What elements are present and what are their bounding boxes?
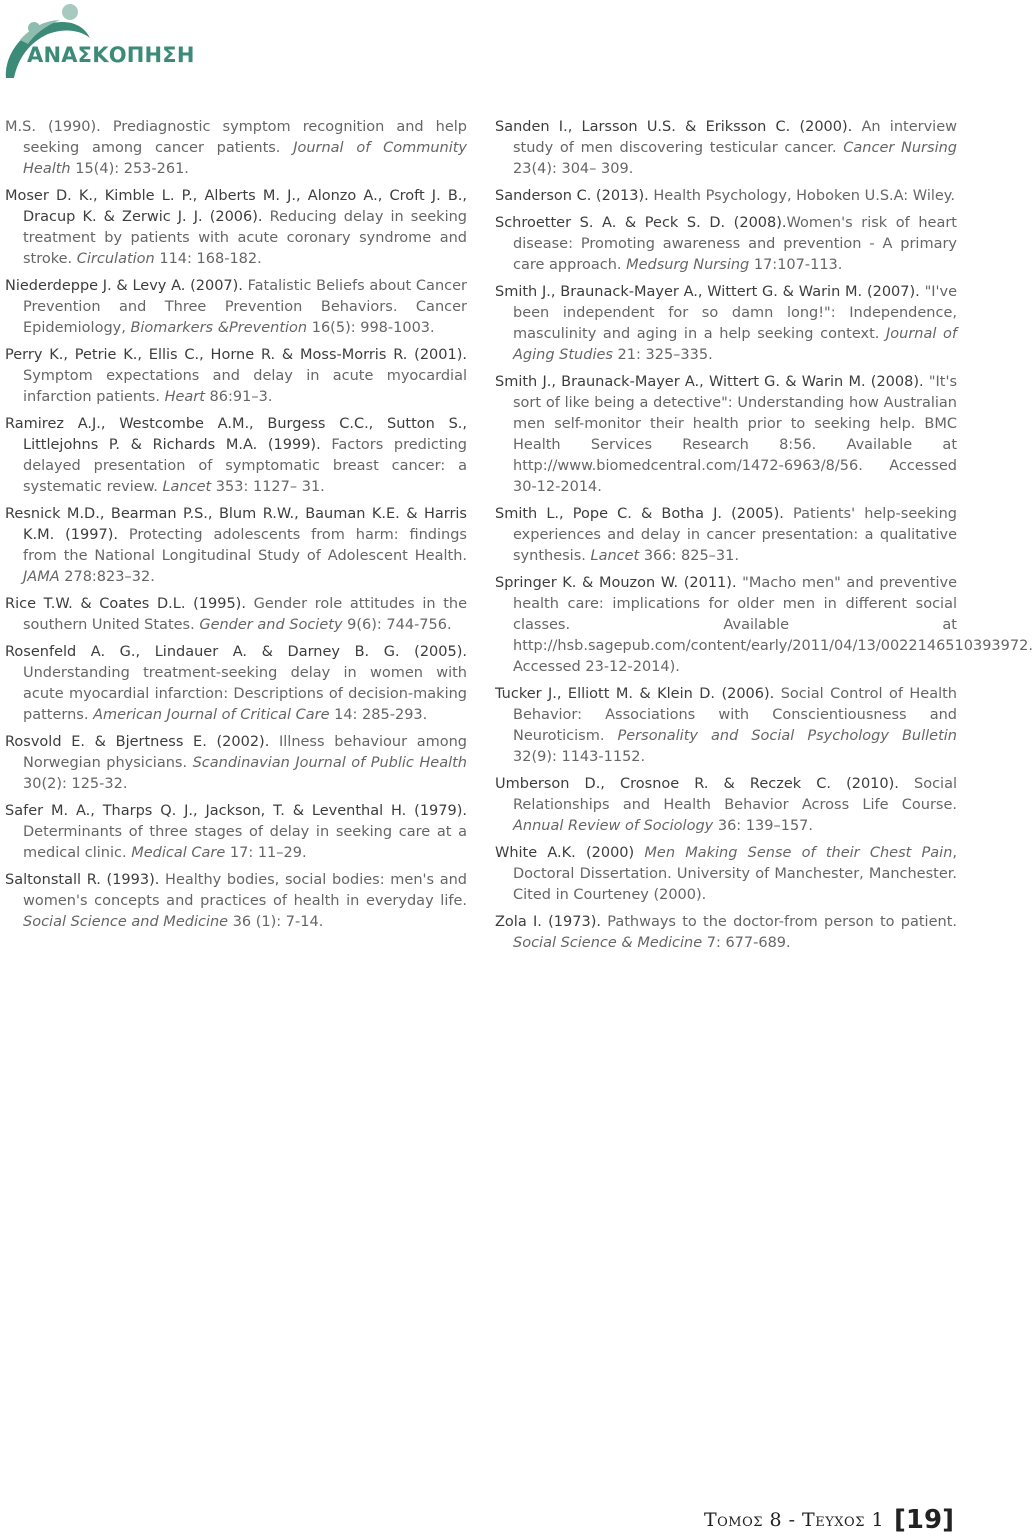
reference-entry — [5, 345, 467, 408]
reference-it: Cancer Nursing — [843, 140, 957, 156]
reference-rest: Pathways to the doctor-from person to patient. — [600, 914, 957, 930]
reference-hl: Ramirez A.J., Westcombe A.M., Burgess C.C., Sutton S., Littlejohns P. & Richards M.A. (1999). — [5, 416, 467, 453]
reference-hl: Smith J., Braunack-Mayer A., Wittert G. & Warin M. (2007). — [495, 284, 920, 300]
reference-it: Journal of Community Health — [23, 140, 467, 177]
reference-entry — [5, 732, 467, 795]
reference-hl: Rice T.W. & Coates D.L. (1995). — [5, 596, 246, 612]
reference-tail: 17:107-113. — [749, 257, 843, 273]
reference-tail: , Doctoral Dissertation. University of Manchester, Manchester. Cited in Courteney (2000). — [513, 845, 957, 903]
reference-entry — [495, 117, 957, 180]
reference-it: Lancet — [162, 479, 212, 495]
reference-it: Medsurg Nursing — [626, 257, 750, 273]
reference-tail: 36 (1): 7-14. — [228, 914, 324, 930]
reference-it: Personality and Social Psychology Bulletin — [617, 728, 957, 744]
reference-entry — [495, 282, 957, 366]
reference-hl: Perry K., Petrie K., Ellis C., Horne R. & Moss-Morris R. (2001). — [5, 347, 467, 363]
reference-rest: Illness behaviour among Norwegian physicians. — [23, 734, 467, 771]
reference-hl: Rosenfeld A. G., Lindauer A. & Darney B. G. (2005). — [5, 644, 467, 660]
reference-rest: Social Control of Health Behavior: Associations with Conscientiousness and Neuroticism. — [513, 686, 957, 744]
reference-it: American Journal of Critical Care — [93, 707, 330, 723]
reference-tail: 32(9): 1143-1152. — [513, 749, 646, 765]
reference-it: Gender and Society — [199, 617, 343, 633]
reference-hl: Safer M. A., Tharps Q. J., Jackson, T. & Leventhal H. (1979). — [5, 803, 467, 819]
reference-entry — [495, 504, 957, 567]
reference-hl: White A.K. (2000) — [495, 845, 645, 861]
reference-rest: M.S. (1990). Prediagnostic symptom recognition and help seeking among cancer patients. — [5, 119, 467, 156]
reference-rest: Determinants of three stages of delay in seeking care at a medical clinic. — [23, 824, 467, 861]
reference-hl: Sanderson C. (2013). — [495, 188, 649, 204]
reference-rest: "It's sort of like being a detective": Understanding how Australian men self-monitor their health prior to seeking help. BMC Health Services Research 8:56. Available at http://www.biomedcentral.com/1472-6963/8/56. Accessed 30-12-2014. — [513, 374, 958, 495]
reference-rest: Social Relationships and Health Behavior Across Life Course. — [513, 776, 957, 813]
reference-hl: Springer K. & Mouzon W. (2011). — [495, 575, 737, 591]
reference-entry — [5, 186, 467, 270]
reference-it: Lancet — [590, 548, 640, 564]
reference-tail: 17: 11–29. — [225, 845, 307, 861]
reference-tail: 21: 325–335. — [612, 347, 713, 363]
reference-tail: 366: 825–31. — [639, 548, 739, 564]
reference-hl: Tucker J., Elliott M. & Klein D. (2006). — [495, 686, 775, 702]
reference-hl: Moser D. K., Kimble L. P., Alberts M. J., Alonzo A., Croft J. B., Dracup K. & Zerwic J. J. (2006). — [5, 188, 467, 225]
reference-rest: Health Psychology, Hoboken U.S.A: Wiley. — [648, 188, 955, 204]
reference-tail: 30(2): 125-32. — [23, 776, 128, 792]
reference-it: Circulation — [76, 251, 155, 267]
reference-it: Annual Review of Sociology — [513, 818, 714, 834]
reference-rest: Healthy bodies, social bodies: men's and women's concepts and practices of health in everyday life. — [23, 872, 467, 909]
reference-hl: Smith L., Pope C. & Botha J. (2005). — [495, 506, 784, 522]
reference-rest: "Macho men" and preventive health care: implications for older men in different social classes. Available at http://hsb.sagepub.com/content/early/2011/04/13/0022146510393972. Accessed 23-12-2014). — [513, 575, 1033, 675]
reference-rest: An interview study of men discovering testicular cancer. — [513, 119, 957, 156]
reference-it: JAMA — [23, 569, 60, 585]
reference-it: Social Science and Medicine — [23, 914, 229, 930]
page-number: [19] — [894, 1505, 954, 1535]
reference-it: Social Science & Medicine — [513, 935, 703, 951]
section-title: ΑΝΑΣΚΟΠΗΣΗ — [27, 43, 195, 67]
reference-entry — [5, 594, 467, 636]
reference-hl: Zola I. (1973). — [495, 914, 601, 930]
reference-tail: 86:91–3. — [204, 389, 273, 405]
reference-entry — [495, 573, 1033, 678]
reference-entry — [495, 372, 957, 498]
reference-tail: 14: 285-293. — [329, 707, 428, 723]
reference-entry — [5, 414, 467, 498]
people-swoosh-icon — [0, 0, 110, 80]
reference-entry — [5, 276, 467, 339]
reference-rest: Symptom expectations and delay in acute myocardial infarction patients. — [23, 368, 467, 405]
reference-tail: 15(4): 253-261. — [70, 161, 189, 177]
reference-tail: 23(4): 304– 309. — [513, 161, 634, 177]
reference-hl: Sanden I., Larsson U.S. & Eriksson C. (2000). — [495, 119, 853, 135]
reference-entry — [495, 684, 957, 768]
reference-rest: Women's risk of heart disease: Promoting awareness and prevention - A primary care approach. — [513, 215, 957, 273]
reference-entry — [5, 870, 467, 933]
reference-it: Journal of Aging Studies — [513, 326, 957, 363]
reference-tail: 7: 677-689. — [702, 935, 791, 951]
reference-hl: Niederdeppe J. & Levy A. (2007). — [5, 278, 243, 294]
reference-tail: 278:823–32. — [59, 569, 155, 585]
reference-entry — [5, 504, 467, 588]
reference-tail: 9(6): 744-756. — [342, 617, 452, 633]
reference-tail: 16(5): 998-1003. — [307, 320, 435, 336]
reference-hl: Umberson D., Crosnoe R. & Reczek C. (2010). — [495, 776, 899, 792]
reference-hl: Rosvold E. & Bjertness E. (2002). — [5, 734, 270, 750]
reference-it: Heart — [164, 389, 205, 405]
reference-rest: Fatalistic Beliefs about Cancer Prevention and Three Prevention Behaviors. Cancer Epidemiology, — [23, 278, 467, 336]
reference-rest: "I've been independent for so damn long!": Independence, masculinity and aging in a help seeking context. — [513, 284, 958, 342]
reference-rest: Patients' help-seeking experiences and delay in cancer presentation: a qualitative synthesis. — [513, 506, 957, 564]
reference-tail: 36: 139–157. — [713, 818, 813, 834]
reference-entry — [5, 801, 467, 864]
journal-logo — [0, 0, 200, 80]
references-left-column — [5, 117, 467, 939]
reference-tail: 114: 168-182. — [154, 251, 262, 267]
reference-entry — [5, 117, 467, 180]
references-right-column — [495, 117, 1033, 960]
page-footer — [704, 1502, 954, 1538]
reference-tail: 353: 1127– 31. — [211, 479, 325, 495]
reference-it: Men Making Sense of their Chest Pain — [644, 845, 953, 861]
reference-hl: Saltonstall R. (1993). — [5, 872, 160, 888]
reference-hl: Resnick M.D., Bearman P.S., Blum R.W., Bauman K.E. & Harris K.M. (1997). — [5, 506, 467, 543]
reference-it: Medical Care — [131, 845, 226, 861]
reference-entry — [495, 213, 957, 276]
reference-rest: Understanding treatment-seeking delay in women with acute myocardial infarction: Descriptions of decision-making patterns. — [23, 665, 467, 723]
reference-rest: Factors predicting delayed presentation of symptomatic breast cancer: a systematic review. — [23, 437, 467, 495]
reference-rest: Reducing delay in seeking treatment by patients with acute coronary syndrome and stroke. — [23, 209, 467, 267]
reference-it: Scandinavian Journal of Public Health — [192, 755, 467, 771]
reference-rest: Gender role attitudes in the southern United States. — [23, 596, 467, 633]
reference-hl: Schroetter S. A. & Peck S. D. (2008). — [495, 215, 787, 231]
reference-rest: Protecting adolescents from harm: findings from the National Longitudinal Study of Adolescent Health. — [23, 527, 467, 564]
reference-entry — [495, 186, 957, 207]
reference-entry — [495, 912, 957, 954]
issue-label: Τομος 8 - Τευχος 1 — [703, 1509, 885, 1531]
reference-entry — [5, 642, 467, 726]
reference-it: Biomarkers &Prevention — [130, 320, 308, 336]
reference-hl: Smith J., Braunack-Mayer A., Wittert G. & Warin M. (2008). — [495, 374, 924, 390]
reference-entry — [495, 843, 957, 906]
reference-entry — [495, 774, 957, 837]
